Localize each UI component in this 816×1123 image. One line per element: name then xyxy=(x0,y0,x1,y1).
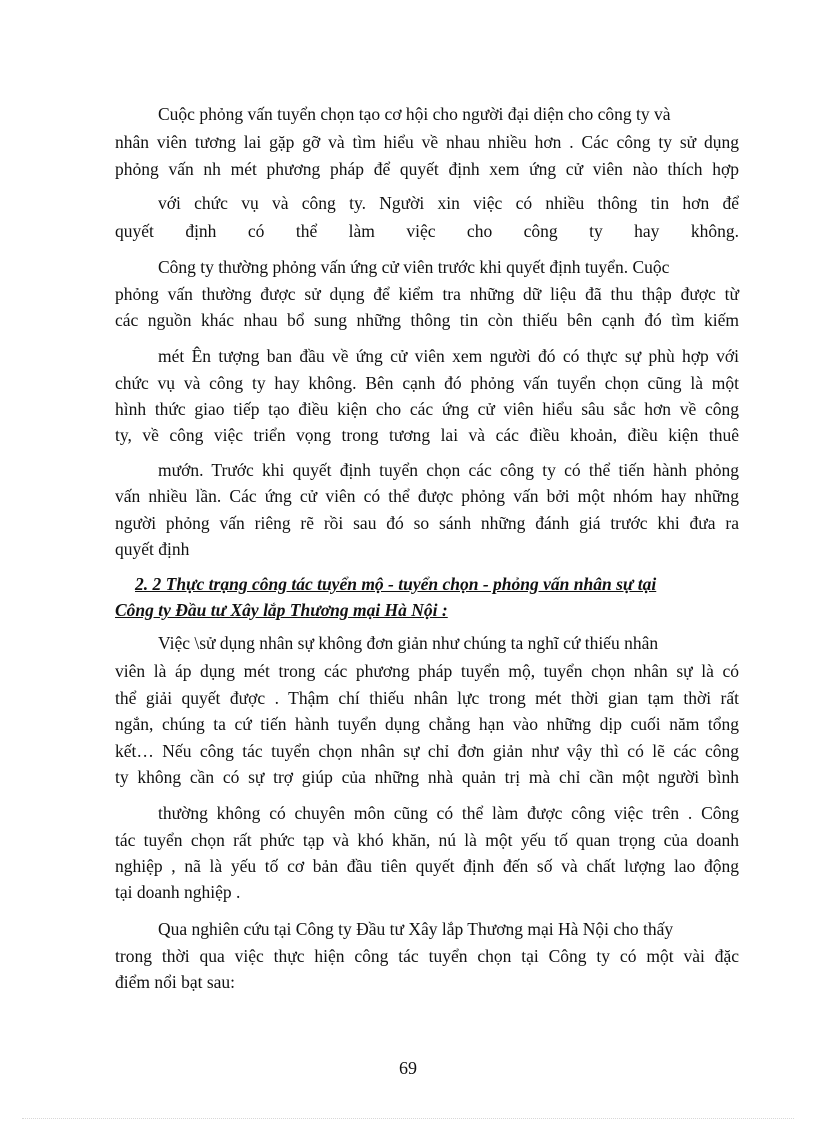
text-line: phỏng vấn thường được sử dụng để kiểm tra những dữ liệu đã thu thập được từ xyxy=(115,284,739,304)
text-line: trong thời qua việc thực hiện công tác tuyển chọn tại Công ty có một vài đặc xyxy=(115,946,739,966)
text-line: viên là áp dụng mét trong các phương pháp tuyển mộ, tuyển chọn nhân sự là có xyxy=(115,661,739,681)
text-line: quyết định xyxy=(115,539,190,559)
text-line: Việc \sử dụng nhân sự không đơn giản như chúng ta nghĩ cứ thiếu nhân xyxy=(158,633,659,653)
text-line: thể giải quyết được . Thậm chí thiếu nhân lực trong mét thời gian tạm thời rất xyxy=(115,688,739,708)
text-line: mướn. Trước khi quyết định tuyển chọn các công ty có thể tiến hành phỏng xyxy=(158,460,739,480)
page-number: 69 xyxy=(399,1058,417,1078)
text-line: ngắn, chúng ta cứ tiến hành tuyển dụng chẳng hạn vào những dịp cuối năm tổng xyxy=(115,714,739,734)
text-line: nghiệp , nã là yếu tố cơ bản đầu tiên quyết định đến số và chất lượng lao động xyxy=(115,856,739,876)
text-line: Cuộc phỏng vấn tuyển chọn tạo cơ hội cho người đại diện cho công ty và xyxy=(158,104,671,124)
text-line: kết… Nếu công tác tuyển chọn nhân sự chỉ đơn giản như vậy thì có lẽ các công xyxy=(115,741,739,761)
text-line: hình thức giao tiếp tạo điều kiện cho các ứng cử viên hiểu sâu sắc hơn về công xyxy=(115,399,739,419)
section-heading: 2. 2 Thực trạng công tác tuyển mộ - tuyển chọn - phỏng vấn nhân sự tại xyxy=(135,574,657,594)
text-line: mét Ên tượng ban đầu về ứng cử viên xem người đó có thực sự phù hợp với xyxy=(158,346,739,366)
text-line: với chức vụ và công ty. Người xin việc có nhiều thông tin hơn để xyxy=(158,193,739,213)
page-bottom-divider xyxy=(22,1118,794,1119)
text-line: ty, về công việc triển vọng trong tương lai và các điều khoản, điều kiện thuê xyxy=(115,425,739,445)
section-heading: Công ty Đầu tư Xây lắp Thương mại Hà Nội : xyxy=(115,600,448,620)
text-line: vấn nhiều lần. Các ứng cử viên có thể được phỏng vấn bởi một nhóm hay những xyxy=(115,486,739,506)
text-line: tác tuyển chọn rất phức tạp và khó khăn, nú là một yếu tố quan trọng của doanh xyxy=(115,830,739,850)
text-line: người phỏng vấn riêng rẽ rồi sau đó so sánh những đánh giá trước khi đưa ra xyxy=(115,513,739,533)
text-line: ty không cần có sự trợ giúp của những nhà quản trị mà chỉ cần một người bình xyxy=(115,767,739,787)
text-line: tại doanh nghiệp . xyxy=(115,882,241,902)
text-line: điểm nổi bạt sau: xyxy=(115,972,236,992)
text-line: nhân viên tương lai gặp gỡ và tìm hiểu về nhau nhiều hơn . Các công ty sử dụng xyxy=(115,132,739,152)
text-line: Công ty thường phỏng vấn ứng cử viên trước khi quyết định tuyển. Cuộc xyxy=(158,257,670,277)
text-line: quyết định có thể làm việc cho công ty hay không. xyxy=(115,221,739,241)
text-line: các nguồn khác nhau bổ sung những thông tin còn thiếu bên cạnh đó tìm kiếm xyxy=(115,310,739,330)
text-line: thường không có chuyên môn cũng có thể làm được công việc trên . Công xyxy=(158,803,739,823)
text-line: phỏng vấn nh mét phương pháp để quyết định xem ứng cử viên nào thích hợp xyxy=(115,159,739,179)
text-line: Qua nghiên cứu tại Công ty Đầu tư Xây lắp Thương mại Hà Nội cho thấy xyxy=(158,919,674,939)
text-line: chức vụ và công ty hay không. Bên cạnh đó phỏng vấn tuyển chọn cũng là một xyxy=(115,373,739,393)
